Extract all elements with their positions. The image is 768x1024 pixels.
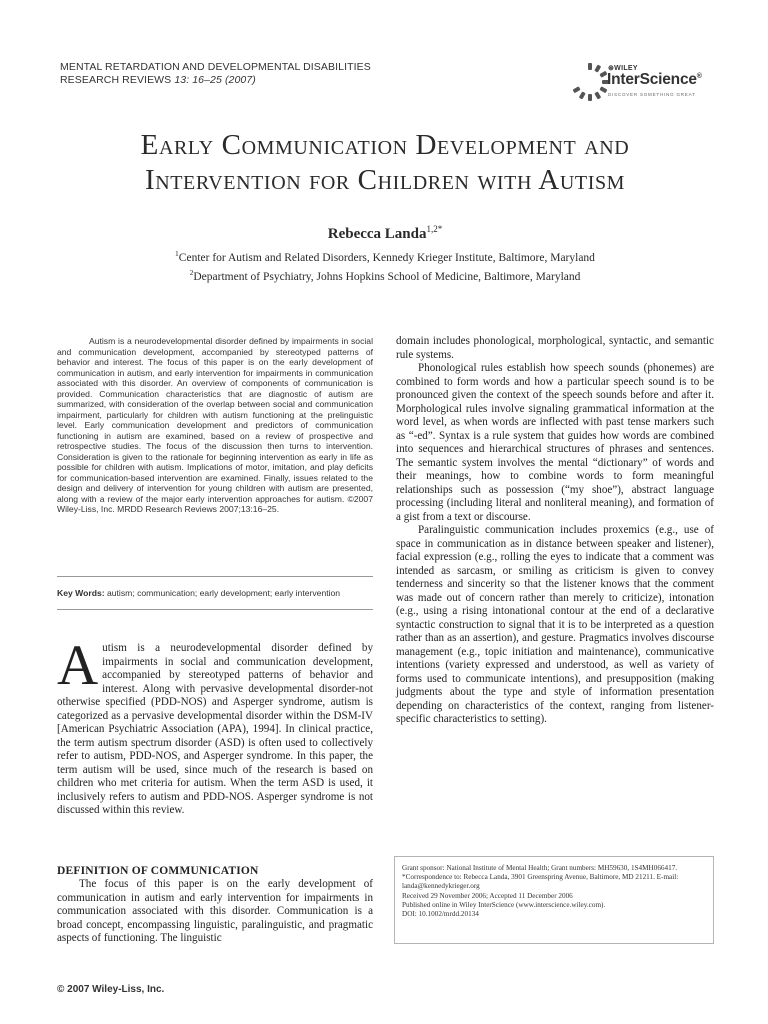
keywords-label: Key Words: bbox=[57, 588, 105, 598]
logo-tagline: DISCOVER SOMETHING GREAT bbox=[608, 92, 696, 97]
copyright-notice: © 2007 Wiley-Liss, Inc. bbox=[57, 984, 165, 995]
article-title bbox=[60, 128, 710, 198]
abstract: Autism is a neurodevelopmental disorder defined by impairments in social and communication development, accompanied by stereotyped patterns of behavior and interest. The focus of this paper is on the early development of communication in autism, and early intervention for impairments in communication associated with this disorder. An overview of components of communication is provided. Communication characteristics that are diagnostic of autism are summarized, with consideration of the overlap between social and communication impairment, particularly for children with autism functioning at the prelinguistic level. Early communication development and predictors of communication functioning in autism are examined, based on a review of prospective and retrospective studies. The focus of the discussion then turns to intervention. Consideration is given to the rationale for beginning intervention as early in life as possible for children with autism. Implications of motor, imitation, and play deficits for communication-based intervention are examined. Finally, issues related to the design and delivery of intervention for young children with autism are presented, along with a review of the major early intervention approaches for autism. ©2007 Wiley-Liss, Inc. MRDD Research Reviews 2007;13:16–25. bbox=[57, 336, 373, 514]
journal-name: MENTAL RETARDATION AND DEVELOPMENTAL DISABILITIES bbox=[60, 61, 371, 73]
section-text: The focus of this paper is on the early development of communication in autism and early intervention for impairments in communication associated with this disorder. Communication is a broad concept, encompassing linguistic, paralinguistic, and pragmatic aspects of functioning. The linguistic bbox=[57, 878, 373, 944]
author-name: Rebecca Landa bbox=[327, 226, 427, 242]
keywords bbox=[57, 588, 373, 598]
journal-citation-line bbox=[60, 74, 480, 87]
logo-brand: ⊛WILEY bbox=[608, 65, 638, 72]
title-line-1: Early Communication Development and bbox=[140, 129, 630, 161]
section-heading: DEFINITION OF COMMUNICATION bbox=[57, 865, 259, 877]
right-paragraph-1: domain includes phonological, morphological, syntactic, and semantic rule systems. bbox=[396, 335, 714, 361]
author-line bbox=[60, 224, 710, 243]
keywords-text: autism; communication; early development; early intervention bbox=[106, 588, 341, 598]
section-paragraph bbox=[57, 878, 373, 946]
logo-name: InterScience® bbox=[607, 71, 702, 88]
affiliation-1: $^1$Center for Autism and Related Disorders, Kennedy Krieger Institute, Baltimore, Maryland bbox=[175, 249, 595, 264]
journal-series: RESEARCH REVIEWS bbox=[60, 74, 172, 86]
footnote-grant: Grant sponsor: National Institute of Mental Health; Grant numbers: MH59630, 1S4MH066417. bbox=[402, 864, 678, 872]
right-column bbox=[396, 335, 714, 727]
keywords-rule-bottom bbox=[57, 609, 373, 610]
footnote-received: Received 29 November 2006; Accepted 11 December 2006 bbox=[402, 891, 573, 900]
author-superscript: 1,2* bbox=[426, 224, 443, 234]
wiley-interscience-logo bbox=[570, 58, 720, 104]
intro-paragraph bbox=[57, 634, 373, 818]
journal-header bbox=[60, 61, 480, 87]
drop-cap: A bbox=[57, 634, 99, 697]
footnote-correspondence: *Correspondence to: Rebecca Landa, 3901 Greenspring Avenue, Baltimore, MD 21211. E-mail: landa@kennedykrieger.org bbox=[402, 873, 679, 891]
title-line-2: Intervention for Children with Autism bbox=[144, 164, 626, 196]
affiliation-2: $^2$Department of Psychiatry, Johns Hopkins School of Medicine, Baltimore, Maryland bbox=[189, 268, 581, 283]
keywords-rule-top bbox=[57, 576, 373, 577]
right-paragraph-2: Phonological rules establish how speech sounds (phonemes) are combined to form words and how a particular speech sound is to be pronounced given the context of the speech sounds before and after it. Morphological rules involve signaling grammatical information at the word level, as when words are inflected with past tense markers such as “-ed”. Syntax is a rule system that guides how words are combined into sequences and hierarchical structures of phrases and sentences. The semantic system involves the mental “dictionary” of words and their meanings, how to combine words to form meaningful relationships such as possession (“my shoe”), abstract language processing (including literal and nonliteral meaning), and formation of a gist from a text or discourse. bbox=[396, 362, 714, 523]
footnote-doi: DOI: 10.1002/mrdd.20134 bbox=[402, 910, 479, 919]
intro-text: utism is a neurodevelopmental disorder defined by impairments in social and communication development, accompanied by stereotyped patterns of behavior and interest. Along with pervasive developmental disorder-not otherwise specified (PDD-NOS) and Asperger syndrome, autism is categorized as a pervasive developmental disorder within the DSM-IV [American Psychiatric Association (APA), 1994]. In clinical practice, the term autism spectrum disorder (ASD) is often used to collectively refer to autism, PDD-NOS, and Asperger syndrome. In this paper, the term autism will be used, since much of the research is based on children who met criteria for autism. When the term ASD is used, it inclusively refers to autism and PDD-NOS. Asperger syndrome is not discussed within this review. bbox=[57, 642, 373, 816]
journal-volume: 13: 16–25 (2007) bbox=[174, 74, 256, 86]
footnote-published: Published online in Wiley InterScience (www.interscience.wiley.com). bbox=[402, 900, 606, 909]
footnotes bbox=[402, 864, 708, 919]
right-paragraph-3: Paralinguistic communication includes proxemics (e.g., use of space in communication as in distance between speaker and listener), facial expression (e.g., rolling the eyes to indicate that a comment was intended as sarcasm, or smiling as criticism is given to convey tenderness and sincerity so that the listener knows that the comment was made out of concern rather than merely to criticize), intonation (e.g., using a rising intonational contour at the end of a declarative syntactic construction to signal that it is to be interpreted as a question rather than as an assertion), and gesture. Pragmatics involves discourse management (e.g., topic initiation and maintenance), communicative intentions (variety expressed and understood, as well as variety of forms used to communicate intentions), and presupposition (making judgments about the type and style of information presentation depending on characteristics of the context, ranging from listener-specific characteristics to setting). bbox=[396, 524, 714, 725]
logo-swirl-icon bbox=[570, 62, 610, 102]
